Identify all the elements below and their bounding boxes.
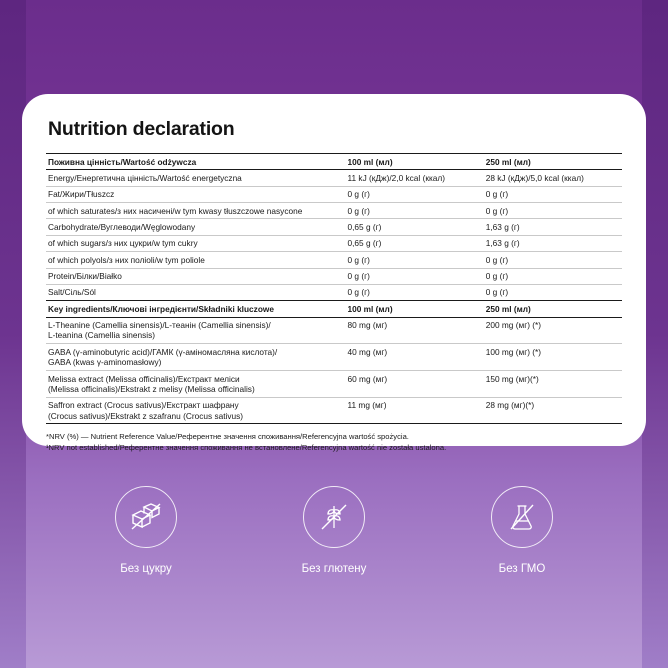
table-header-row [46, 154, 622, 170]
footnote-nrv: *NRV (%) — Nutrient Reference Value/Референтне значення споживання/Referencyjna wartość spożycia. [46, 432, 409, 442]
nutrient-value-250ml: 1,63 g (г) [484, 235, 622, 251]
nutrient-value-100ml: 0,65 g (г) [346, 219, 484, 235]
ingredients-header-100ml: 100 ml (мл) [346, 301, 484, 317]
badge-row [0, 486, 668, 575]
table-row [46, 317, 622, 344]
ingredient-name-line2: L-teanina (Camellia sinensis) [48, 330, 155, 341]
table-row [46, 284, 622, 300]
nutrient-value-100ml: 0 g (г) [346, 252, 484, 268]
table-row [46, 371, 622, 398]
column-header-100ml: 100 ml (мл) [346, 154, 484, 170]
ingredient-name-line2: GABA (kwas γ-aminomasłowy) [48, 357, 162, 368]
table-row [46, 397, 622, 424]
nutrient-value-100ml: 0 g (г) [346, 186, 484, 202]
badge-gluten-free [275, 486, 393, 575]
ingredients-header-250ml: 250 ml (мл) [484, 301, 622, 317]
ingredient-name-line2: (Crocus sativus)/Ekstrakt z szafranu (Crocus sativus) [48, 410, 244, 421]
ingredient-name-line1: GABA (γ-aminobutyric acid)/ГАМК (γ-аміномасляна кислота)/ [48, 346, 278, 357]
nutrition-table-body [46, 154, 622, 424]
table-row [46, 203, 622, 219]
ingredient-name-line2: (Melissa officinalis)/Ekstrakt z melisy (Melissa officinalis) [48, 383, 255, 394]
table-row [46, 268, 622, 284]
nutrient-name: Fat/Жири/Tłuszcz [46, 186, 346, 202]
ingredient-name-line1: L-Theanine (Camellia sinensis)/L-теанін (Camellia sinensis)/ [48, 320, 271, 331]
nutrient-name: of which polyols/з них полioli/w tym poliole [46, 252, 346, 268]
nutrient-value-250ml: 28 kJ (кДж)/5,0 kcal (ккал) [484, 170, 622, 186]
nutrition-card [22, 94, 646, 453]
nutrient-value-250ml: 0 g (г) [484, 186, 622, 202]
nutrient-name: Energy/Енергетична цінність/Wartość energetyczna [46, 170, 346, 186]
nutrition-table [46, 153, 622, 424]
ingredient-name-line1: Melissa extract (Melissa officinalis)/Екстракт меліси [48, 373, 240, 384]
flask-icon [508, 502, 536, 532]
ingredient-value-100ml: 40 mg (мг) [346, 344, 484, 371]
badge-circle [303, 486, 365, 548]
ingredient-value-100ml: 80 mg (мг) [346, 317, 484, 344]
nutrient-value-250ml: 0 g (г) [484, 203, 622, 219]
nutrient-name: Protein/Білки/Białko [46, 268, 346, 284]
column-header-name: Поживна цінність/Wartość odżywcza [46, 154, 346, 170]
badge-circle [491, 486, 553, 548]
table-row [46, 219, 622, 235]
ingredients-header-row [46, 301, 622, 317]
badge-label: Без ГМО [498, 563, 546, 575]
nutrient-value-250ml: 0 g (г) [484, 284, 622, 300]
table-row [46, 186, 622, 202]
ingredient-name-line1: Saffron extract (Crocus sativus)/Екстракт шафрану [48, 400, 239, 411]
wheat-icon [319, 502, 349, 532]
badge-label: Без цукру [120, 563, 172, 575]
nutrient-value-250ml: 0 g (г) [484, 252, 622, 268]
nutrient-value-100ml: 0,65 g (г) [346, 235, 484, 251]
nutrient-value-250ml: 1,63 g (г) [484, 219, 622, 235]
nutrient-value-250ml: 0 g (г) [484, 268, 622, 284]
nutrient-name: of which sugars/з них цукри/w tym cukry [46, 235, 346, 251]
table-row [46, 344, 622, 371]
table-row [46, 235, 622, 251]
nutrient-name: of which saturates/з них насичені/w tym kwasy tłuszczowe nasycone [46, 203, 346, 219]
ingredients-header-name: Key ingredients/Ключові інгредієнти/Składniki kluczowe [46, 301, 346, 317]
column-header-250ml: 250 ml (мл) [484, 154, 622, 170]
footnote-nrv-not-established: ¹NRV not established/Референтне значення споживання не встановлене/Referencyjna wartość nie została ustalona. [46, 443, 447, 453]
sugar-cubes-icon [130, 502, 162, 532]
footnotes [46, 431, 622, 453]
nutrient-name: Salt/Сіль/Sól [46, 284, 346, 300]
badge-circle [115, 486, 177, 548]
page-title: Nutrition declaration [48, 118, 235, 140]
ingredient-name [46, 371, 346, 398]
badge-label: Без глютену [301, 563, 367, 575]
nutrient-value-100ml: 0 g (г) [346, 268, 484, 284]
ingredient-value-250ml: 100 mg (мг) (*) [484, 344, 622, 371]
nutrient-value-100ml: 11 kJ (кДж)/2,0 kcal (ккал) [346, 170, 484, 186]
ingredient-value-250ml: 150 mg (мг)(*) [484, 371, 622, 398]
badge-sugar-free [87, 486, 205, 575]
badge-gmo-free [463, 486, 581, 575]
table-row [46, 252, 622, 268]
ingredient-name [46, 317, 346, 344]
ingredient-value-250ml: 28 mg (мг)(*) [484, 397, 622, 424]
table-row [46, 170, 622, 186]
ingredient-value-250ml: 200 mg (мг) (*) [484, 317, 622, 344]
ingredient-name [46, 344, 346, 371]
nutrient-name: Carbohydrate/Вуглеводи/Węglowodany [46, 219, 346, 235]
nutrient-value-100ml: 0 g (г) [346, 203, 484, 219]
nutrient-value-100ml: 0 g (г) [346, 284, 484, 300]
ingredient-value-100ml: 11 mg (мг) [346, 397, 484, 424]
ingredient-value-100ml: 60 mg (мг) [346, 371, 484, 398]
ingredient-name [46, 397, 346, 424]
